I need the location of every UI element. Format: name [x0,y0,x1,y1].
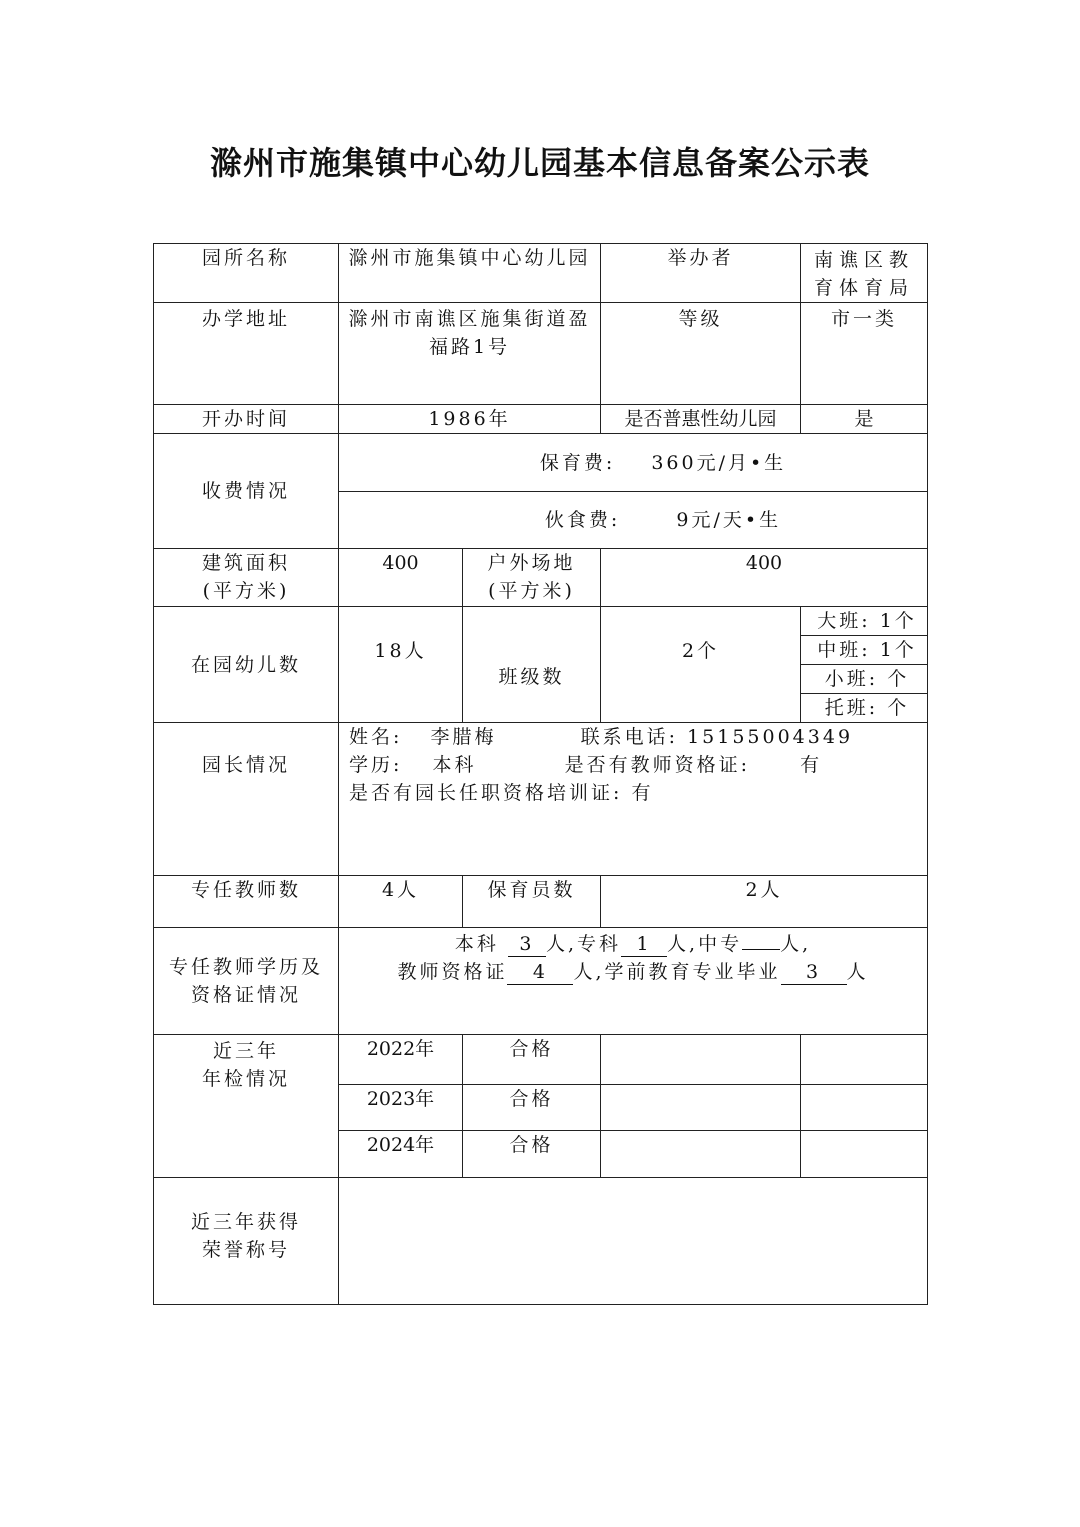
row-name [154,244,928,303]
children-label: 在园幼儿数 [154,607,339,723]
address-value: 滁州市南谯区施集街道盈福路1号 [339,303,601,405]
organizer-label: 举办者 [601,244,801,303]
fee-label: 收费情况 [154,434,339,549]
inspect-empty [801,1131,928,1178]
inclusive-value: 是 [801,405,928,434]
director-name-label: 姓名: [349,726,403,748]
edu-college-label: 专科 [577,933,622,955]
fee-meal-label: 伙食费: [544,509,621,531]
director-info [339,723,928,876]
row-teacher-edu [154,928,928,1035]
director-phone-label: 联系电话: [580,726,679,748]
row-children [154,607,928,636]
edu-cert: 4 [507,960,573,985]
edu-unit-3: 人, [780,933,812,955]
open-label: 开办时间 [154,405,339,434]
teacher-edu-label-2: 资格证情况 [190,984,301,1006]
inspect-year: 2024年 [339,1131,463,1178]
area-label [154,549,339,607]
director-label: 园长情况 [154,723,339,876]
row-fee-care [154,434,928,492]
class-small: 小班: 个 [801,665,928,694]
row-honor [154,1178,928,1305]
director-cert: 有 [800,754,823,776]
name-value: 滁州市施集镇中心幼儿园 [339,244,601,303]
outdoor-label [463,549,601,607]
fee-care-value: 360元/月•生 [651,451,787,474]
inspect-label [154,1035,339,1178]
inspect-empty [601,1035,801,1085]
row-director [154,723,928,876]
row-area [154,549,928,607]
edu-cert-label: 教师资格证 [397,961,508,983]
outdoor-label-1: 户外场地 [487,552,576,574]
row-address [154,303,928,405]
grade-label: 等级 [601,303,801,405]
inspect-label-2: 年检情况 [201,1068,290,1090]
inclusive-label: 是否普惠性幼儿园 [601,405,801,434]
edu-secondary-label: 中专 [698,933,743,955]
honor-label [154,1178,339,1305]
fee-meal [339,492,928,549]
edu-unit-1: 人, [545,933,577,955]
class-big: 大班: 1个 [801,607,928,636]
edu-unit-4: 人, [573,961,605,983]
classes-label: 班级数 [463,607,601,723]
edu-preschool-label: 学前教育专业毕业 [604,961,781,983]
director-name: 李腊梅 [430,726,497,748]
fee-meal-value: 9元/天•生 [676,509,782,531]
area-label-1: 建筑面积 [201,552,290,574]
fee-care-label: 保育费: [539,451,616,474]
edu-unit-2: 人, [667,933,699,955]
area-label-2: (平方米) [202,580,290,602]
edu-preschool: 3 [781,960,847,985]
honor-value [339,1178,928,1305]
director-phone: 15155004349 [687,726,854,748]
caregivers-value: 2人 [601,876,928,928]
teacher-edu-detail [339,928,928,1035]
inspect-result: 合格 [463,1131,601,1178]
address-label: 办学地址 [154,303,339,405]
teacher-edu-label [154,928,339,1035]
open-value: 1986年 [339,405,601,434]
inspect-label-1: 近三年 [212,1040,279,1062]
children-value: 18人 [339,607,463,723]
info-table [153,243,928,1305]
inspect-result: 合格 [463,1035,601,1085]
inspect-year: 2022年 [339,1035,463,1085]
inspect-empty [601,1085,801,1131]
teachers-value: 4人 [339,876,463,928]
edu-secondary [742,949,780,950]
fee-care [339,434,928,492]
edu-bachelor: 3 [508,932,546,957]
director-training-label: 是否有园长任职资格培训证: [349,782,623,804]
row-teachers [154,876,928,928]
inspect-empty [801,1035,928,1085]
director-training: 有 [631,782,654,804]
director-edu: 本科 [432,754,477,776]
area-value: 400 [339,549,463,607]
grade-value: 市一类 [801,303,928,405]
inspect-result: 合格 [463,1085,601,1131]
classes-value: 2个 [601,607,801,723]
teacher-edu-label-1: 专任教师学历及 [168,956,323,978]
class-nursery: 托班: 个 [801,694,928,723]
row-inspection-2022 [154,1035,928,1085]
inspect-year: 2023年 [339,1085,463,1131]
edu-college: 1 [621,932,667,957]
page-title: 滁州市施集镇中心幼儿园基本信息备案公示表 [209,144,870,182]
edu-unit-end: 人 [846,961,869,983]
honor-label-1: 近三年获得 [190,1211,301,1233]
row-open [154,405,928,434]
organizer-value: 南谯区教育体育局 [801,244,928,303]
outdoor-label-2: (平方米) [488,580,575,602]
caregivers-label: 保育员数 [463,876,601,928]
director-edu-label: 学历: [349,754,403,776]
edu-bachelor-label: 本科 [454,933,499,955]
class-mid: 中班: 1个 [801,636,928,665]
name-label: 园所名称 [154,244,339,303]
inspect-empty [801,1085,928,1131]
honor-label-2: 荣誉称号 [201,1239,290,1261]
director-cert-label: 是否有教师资格证: [564,754,751,776]
teachers-label: 专任教师数 [154,876,339,928]
inspect-empty [601,1131,801,1178]
outdoor-value: 400 [601,549,928,607]
